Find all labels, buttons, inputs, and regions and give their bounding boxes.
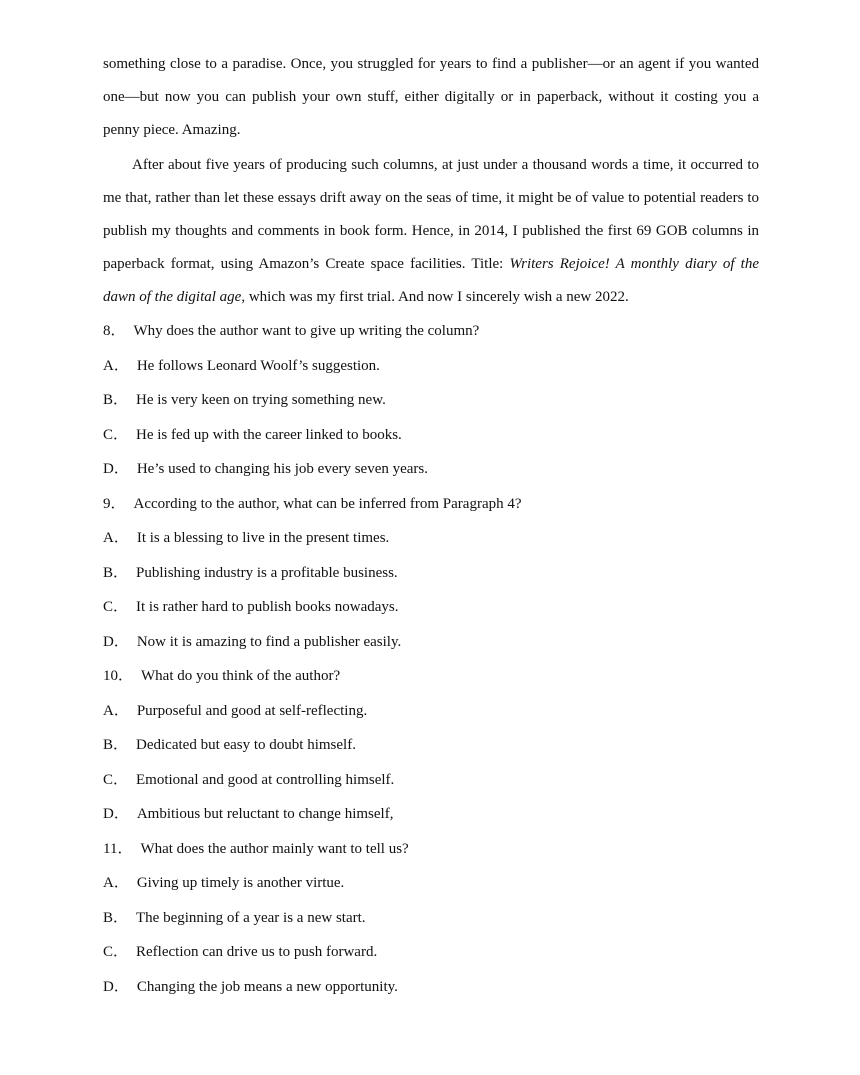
option-letter: A． (103, 875, 129, 891)
option-text: Now it is amazing to find a publisher easily. (136, 633, 402, 650)
option-text: It is rather hard to publish books nowadays. (136, 599, 399, 615)
option-text: Purposeful and good at self-reflecting. (136, 702, 368, 719)
option-text: He’s used to changing his job every seven years. (136, 461, 429, 477)
question-number: 11． (103, 840, 133, 857)
option-text: Reflection can drive us to push forward. (136, 944, 378, 960)
option-text: The beginning of a year is a new start. (136, 909, 366, 926)
answer-option[interactable] (103, 521, 759, 556)
option-text: He is very keen on trying something new. (136, 392, 386, 408)
question-stem (103, 659, 759, 694)
passage-paragraph-columns (103, 149, 759, 314)
question-list (103, 314, 759, 1004)
answer-option[interactable] (103, 728, 759, 763)
answer-option[interactable] (103, 418, 759, 453)
option-letter: D． (103, 978, 129, 995)
option-letter: B． (103, 392, 129, 408)
question-number: 10． (103, 668, 134, 684)
option-letter: C． (103, 599, 129, 615)
question-number: 9． (103, 495, 126, 512)
option-letter: C． (103, 771, 129, 788)
question-text: According to the author, what can be inferred from Paragraph 4? (133, 495, 522, 512)
answer-option[interactable] (103, 763, 759, 798)
option-text: Dedicated but easy to doubt himself. (136, 737, 356, 753)
answer-option[interactable] (103, 866, 759, 901)
option-text: He follows Leonard Woolf’s suggestion. (136, 357, 380, 374)
option-text: Ambitious but reluctant to change himself, (136, 806, 394, 822)
option-text: Changing the job means a new opportunity. (136, 978, 398, 995)
option-letter: C． (103, 944, 129, 960)
passage-paragraph-continued: something close to a paradise. Once, you struggled for years to find a publisher—or an agent if you wanted one—but now you can publish your own stuff, either digitally or in paperback, without it costing you a penny piece. Amazing. (103, 56, 759, 138)
passage-paragraph-columns-end: , which was my first trial. And now I sincerely wish a new 2022. (241, 289, 629, 305)
answer-option[interactable] (103, 556, 759, 591)
question-stem (103, 832, 759, 867)
question-text: What does the author mainly want to tell us? (140, 840, 409, 857)
option-letter: C． (103, 426, 129, 443)
question-stem (103, 314, 759, 349)
option-text: It is a blessing to live in the present times. (136, 530, 390, 546)
option-text: Giving up timely is another virtue. (136, 875, 345, 891)
question-stem (103, 487, 759, 522)
answer-option[interactable] (103, 797, 759, 832)
option-letter: D． (103, 806, 129, 822)
answer-option[interactable] (103, 383, 759, 418)
answer-option[interactable] (103, 590, 759, 625)
book-title: Writers Rejoice! A monthly diary of the dawn of the digital age (103, 256, 759, 305)
question-text: Why does the author want to give up writing the column? (133, 323, 480, 339)
passage-paragraph-columns-text: After about five years of producing such columns, at just under a thousand words a time, it occurred to me that, rather than let these essays drift away on the seas of time, it might be of value to potential readers to publish my thoughts and comments in book form. Hence, in 2014, I published the first 69 GOB columns in paperback format, using Amazon’s Create space facilities. Title: (103, 157, 759, 272)
option-text: Emotional and good at controlling himself. (136, 771, 395, 788)
answer-option[interactable] (103, 452, 759, 487)
answer-option[interactable] (103, 901, 759, 936)
option-letter: D． (103, 633, 129, 650)
option-letter: D． (103, 461, 129, 477)
answer-option[interactable] (103, 935, 759, 970)
option-letter: B． (103, 909, 129, 926)
answer-option[interactable] (103, 349, 759, 384)
question-number: 8． (103, 323, 126, 339)
document-page (103, 48, 759, 1004)
option-letter: A． (103, 530, 129, 546)
option-text: He is fed up with the career linked to books. (136, 426, 402, 443)
answer-option[interactable] (103, 970, 759, 1005)
option-letter: B． (103, 737, 129, 753)
option-letter: A． (103, 357, 129, 374)
answer-option[interactable] (103, 625, 759, 660)
option-letter: B． (103, 564, 129, 581)
answer-option[interactable] (103, 694, 759, 729)
option-letter: A． (103, 702, 129, 719)
question-text: What do you think of the author? (141, 668, 341, 684)
option-text: Publishing industry is a profitable business. (136, 564, 398, 581)
